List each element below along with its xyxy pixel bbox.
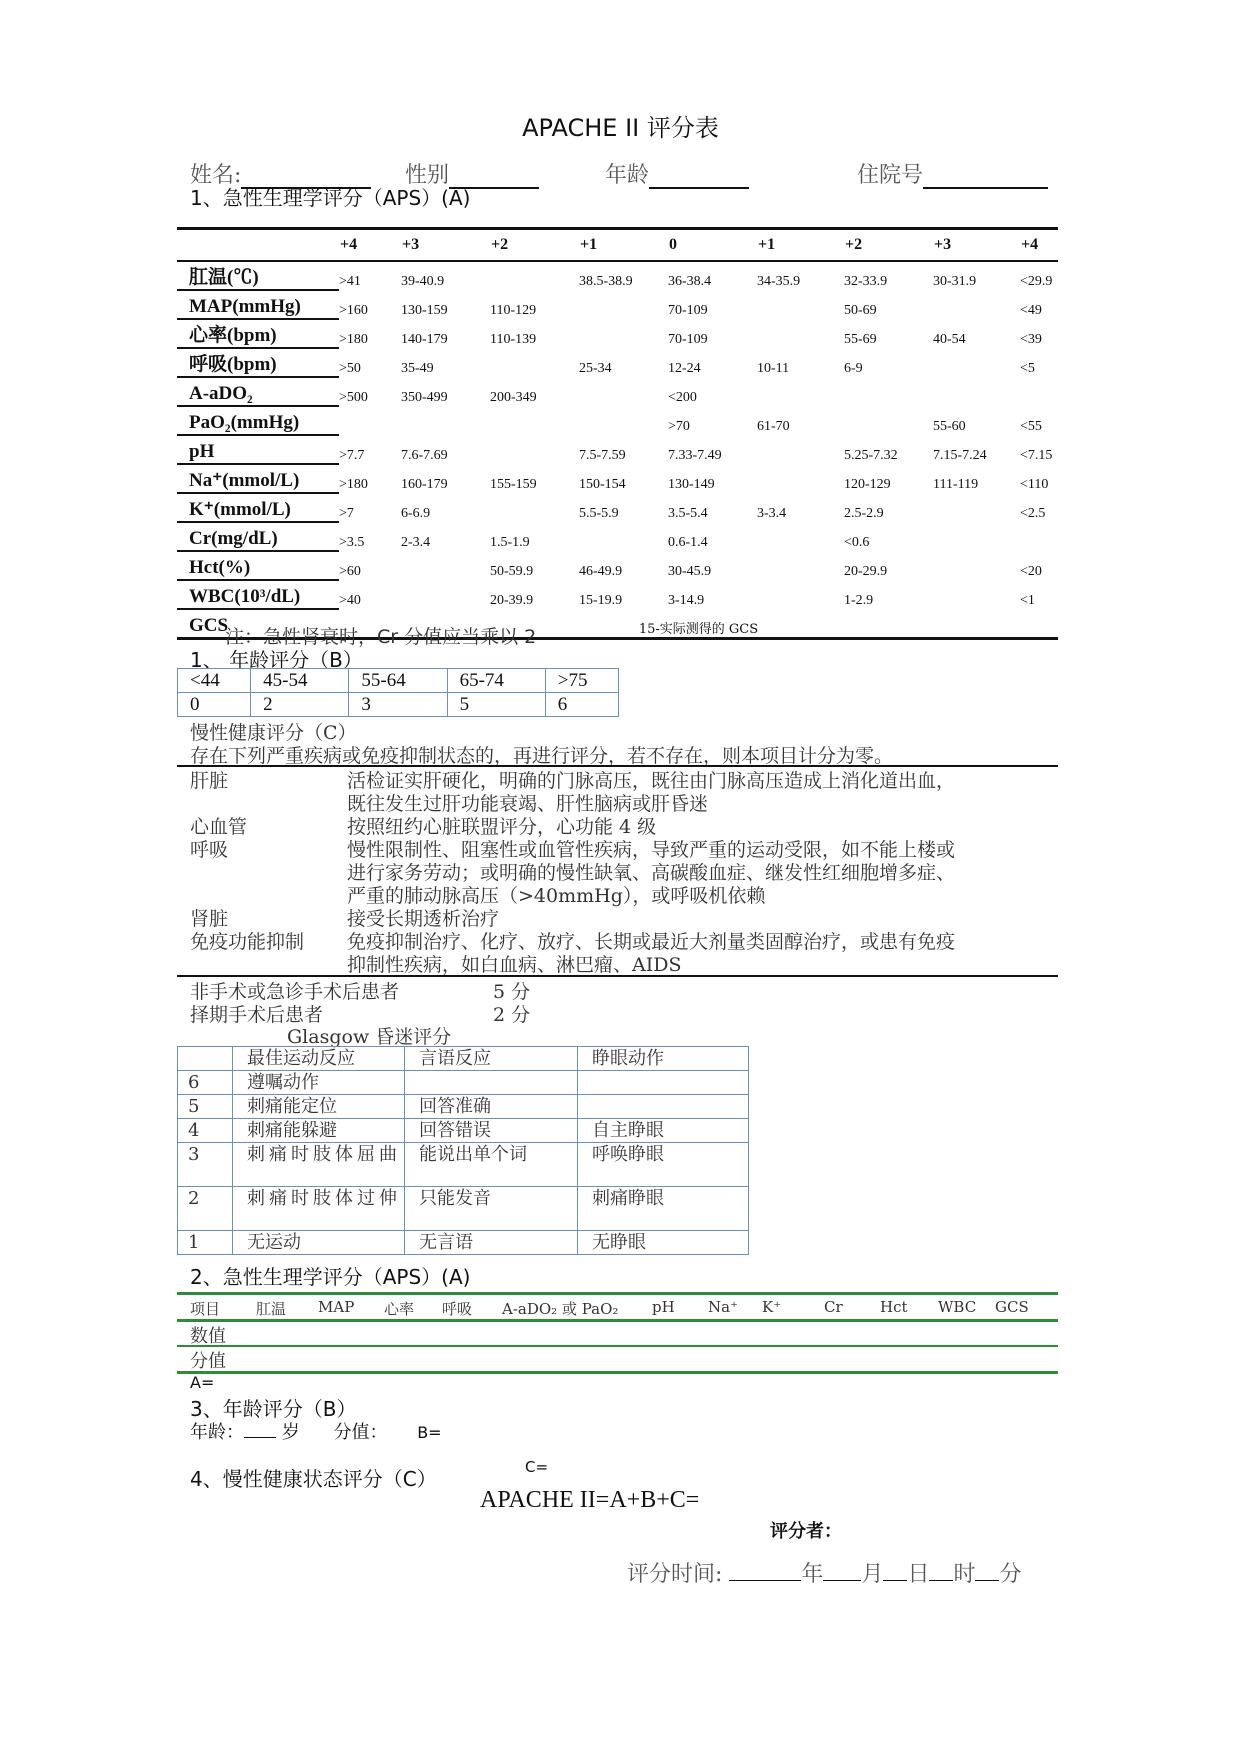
aps-cell — [401, 580, 490, 609]
age-summary-label: 年龄： — [190, 1422, 244, 1443]
aps-cell — [933, 522, 1020, 551]
age-summary-unit: 岁 — [281, 1422, 300, 1443]
aps-summary-column: Cr — [824, 1298, 843, 1316]
glasgow-cell: 遵嘱动作 — [233, 1071, 405, 1095]
aps-cell: <39 — [1020, 332, 1042, 347]
name-label: 姓名: — [190, 163, 242, 188]
glasgow-cell: 无睁眼 — [578, 1231, 749, 1255]
age-label: 年龄 — [605, 163, 650, 188]
surgery-points: 2 分 — [493, 1004, 531, 1026]
age-summary-row — [190, 1418, 442, 1444]
glasgow-header-row — [178, 1047, 749, 1071]
aps-cell: 110-129 — [490, 303, 537, 318]
age-summary-heading: 3、年龄评分（B） — [190, 1397, 357, 1421]
glasgow-cell: 刺痛时肢体屈曲 — [233, 1143, 405, 1187]
aps-cell — [401, 551, 490, 580]
time-label: 评分时间: — [627, 1562, 723, 1587]
aps-cell — [757, 377, 844, 406]
aps-row-label: K⁺(mmol/L) — [177, 493, 339, 522]
aps-cell: >180 — [339, 477, 368, 492]
aps-cell: 40-54 — [933, 332, 966, 347]
glasgow-title: Glasgow 昏迷评分 — [287, 1026, 452, 1048]
chronic-desc: 进行家务劳动；或明确的慢性缺氧、高碳酸血症、继发性红细胞增多症、 — [347, 862, 956, 884]
age-score-heading: 1、 年龄评分（B） — [190, 648, 363, 672]
age-range-cell: <44 — [178, 669, 251, 693]
glasgow-cell: 刺痛时肢体过伸 — [233, 1187, 405, 1231]
aps-row-label: Na⁺(mmol/L) — [177, 464, 339, 493]
aps-cell — [933, 348, 1020, 377]
age-points-row — [178, 693, 619, 717]
aps-cell: 110-139 — [490, 332, 537, 347]
aps-row-label: 心率(bpm) — [177, 319, 339, 348]
admission-label: 住院号 — [857, 163, 924, 188]
aps-header-cell: +2 — [844, 229, 933, 262]
chronic-organ: 心血管 — [190, 816, 248, 838]
age-range-cell: 55-64 — [349, 669, 447, 693]
aps-cell — [933, 551, 1020, 580]
chronic-desc: 慢性限制性、阻塞性或血管性疾病，导致严重的运动受限，如不能上楼或 — [347, 839, 956, 861]
aps-cell — [844, 377, 933, 406]
aps-cell: <29.9 — [1020, 274, 1053, 289]
age-points-cell: 0 — [178, 693, 251, 717]
value-row-label: 数值 — [190, 1326, 226, 1347]
chronic-desc: 按照纽约心脏联盟评分，心功能 4 级 — [347, 816, 657, 838]
chronic-summary-result: C= — [525, 1458, 549, 1476]
age-summary-blank[interactable] — [244, 1437, 276, 1438]
page-title: APACHE II 评分表 — [522, 114, 719, 142]
aps-cell: 1.5-1.9 — [490, 535, 530, 550]
aps-cell: 350-499 — [401, 390, 448, 405]
aps-cell: 7.33-7.49 — [668, 448, 722, 463]
aps-row — [177, 377, 1058, 406]
month-blank[interactable] — [823, 1580, 861, 1581]
aps-cell: 34-35.9 — [757, 274, 801, 289]
aps-cell: 61-70 — [757, 419, 790, 434]
aps-cell — [757, 580, 844, 609]
aps-header-cell: +3 — [933, 229, 1020, 262]
aps-cell: 20-29.9 — [844, 564, 888, 579]
glasgow-row — [178, 1095, 749, 1119]
aps-cell: 1-2.9 — [844, 593, 874, 608]
aps-row — [177, 464, 1058, 493]
aps-cell: 20-39.9 — [490, 593, 534, 608]
glasgow-cell: 呼唤睁眼 — [578, 1143, 749, 1187]
aps-cell: 155-159 — [490, 477, 537, 492]
glasgow-table — [177, 1046, 749, 1255]
aps-cell: 12-24 — [668, 361, 701, 376]
aps-summary-column: K⁺ — [762, 1298, 782, 1316]
aps-gcs-label: GCS — [189, 615, 229, 636]
aps-row-label: pH — [177, 435, 339, 464]
minute-blank[interactable] — [975, 1580, 999, 1581]
divider — [177, 1292, 1058, 1295]
aps-header-cell: +3 — [401, 229, 490, 262]
aps-gcs-note: 15-实际测得的 GCS — [638, 622, 759, 637]
aps-row — [177, 406, 1058, 435]
glasgow-cell: 刺痛能躲避 — [233, 1119, 405, 1143]
year-label: 年 — [801, 1562, 824, 1587]
aps-cell: >7.7 — [339, 448, 365, 463]
glasgow-cell: 无运动 — [233, 1231, 405, 1255]
glasgow-cell — [578, 1095, 749, 1119]
aps-summary-column: Hct — [880, 1298, 908, 1316]
aps-cell: <110 — [1020, 477, 1049, 492]
glasgow-header-cell: 最佳运动反应 — [233, 1047, 405, 1071]
glasgow-cell: 5 — [178, 1095, 233, 1119]
aps-row-label: WBC(10³/dL) — [177, 580, 339, 609]
glasgow-row — [178, 1231, 749, 1255]
chronic-organ: 肝脏 — [190, 770, 229, 792]
aps-header-cell: +4 — [339, 229, 401, 262]
aps-cell: >41 — [339, 274, 361, 289]
aps-cell: 7.6-7.69 — [401, 448, 448, 463]
aps-cell — [1020, 377, 1058, 406]
age-score-table — [177, 668, 619, 717]
aps-cell: >160 — [339, 303, 368, 318]
age-range-cell: >75 — [545, 669, 618, 693]
glasgow-cell: 6 — [178, 1071, 233, 1095]
aps-cell: 50-59.9 — [490, 564, 534, 579]
chronic-desc: 接受长期透析治疗 — [347, 908, 500, 930]
aps-cell: >180 — [339, 332, 368, 347]
aps-row-label: 呼吸(bpm) — [177, 348, 339, 377]
age-points-cell: 3 — [349, 693, 447, 717]
aps-cell — [579, 522, 668, 551]
surgery-label: 择期手术后患者 — [190, 1004, 324, 1026]
aps-cell: 111-119 — [933, 477, 979, 492]
chronic-organ: 肾脏 — [190, 908, 229, 930]
aps-row — [177, 522, 1058, 551]
aps-cell — [490, 261, 579, 290]
aps-row-label: Cr(mg/dL) — [177, 522, 339, 551]
aps-cell — [490, 348, 579, 377]
aps-cell: 70-109 — [668, 303, 708, 318]
aps-summary-column: 呼吸 — [442, 1300, 473, 1318]
scoring-time — [627, 1557, 1022, 1588]
aps-cell: 30-45.9 — [668, 564, 712, 579]
aps-cell — [933, 377, 1020, 406]
month-label: 月 — [861, 1562, 884, 1587]
aps-cell: 7.5-7.59 — [579, 448, 626, 463]
glasgow-header-cell — [178, 1047, 233, 1071]
aps-header-cell: 0 — [668, 229, 757, 262]
aps-row-label: MAP(mmHg) — [177, 290, 339, 319]
glasgow-cell — [578, 1071, 749, 1095]
surgery-label: 非手术或急诊手术后患者 — [190, 981, 400, 1003]
aps-cell: 130-159 — [401, 303, 448, 318]
aps-cell — [401, 406, 490, 435]
aps-cell — [579, 290, 668, 319]
aps-cell — [579, 319, 668, 348]
chronic-organ: 免疫功能抑制 — [190, 931, 305, 953]
aps-cell: 160-179 — [401, 477, 448, 492]
aps-cell: 3-14.9 — [668, 593, 705, 608]
aps-result: A= — [190, 1373, 215, 1392]
chronic-desc: 既往发生过肝功能衰竭、肝性脑病或肝昏迷 — [347, 793, 709, 815]
glasgow-header-cell: 言语反应 — [405, 1047, 578, 1071]
day-blank[interactable] — [883, 1580, 907, 1581]
aps-cell — [933, 290, 1020, 319]
aps-cell: >3.5 — [339, 535, 365, 550]
glasgow-row — [178, 1143, 749, 1187]
aps-header-cell: +2 — [490, 229, 579, 262]
aps-cell: 7.15-7.24 — [933, 448, 987, 463]
aps-summary-column: A-aDO₂ 或 PaO₂ — [502, 1300, 619, 1318]
chronic-intro: 存在下列严重疾病或免疫抑制状态的，再进行评分，若不存在，则本项目计分为零。 — [190, 745, 894, 767]
aps-header-cell: +1 — [757, 229, 844, 262]
aps-summary-column: 心率 — [384, 1300, 415, 1318]
aps-cell — [490, 435, 579, 464]
score-row-label: 分值 — [190, 1351, 226, 1372]
aps-cell: >40 — [339, 593, 361, 608]
aps-row — [177, 348, 1058, 377]
aps-cell: 2-3.4 — [401, 535, 431, 550]
aps-cell: <1 — [1020, 593, 1035, 608]
glasgow-cell: 刺痛能定位 — [233, 1095, 405, 1119]
age-field[interactable] — [605, 158, 749, 189]
aps-row — [177, 493, 1058, 522]
aps-cell: >500 — [339, 390, 368, 405]
age-summary-result: B= — [417, 1423, 442, 1442]
aps-row — [177, 290, 1058, 319]
aps-summary-column: MAP — [318, 1298, 355, 1316]
aps-cell: 46-49.9 — [579, 564, 623, 579]
aps-summary-column: Na⁺ — [708, 1298, 738, 1316]
aps-cell: 150-154 — [579, 477, 626, 492]
glasgow-cell: 1 — [178, 1231, 233, 1255]
aps-cell: 6-9 — [844, 361, 863, 376]
chronic-desc: 免疫抑制治疗、化疗、放疗、长期或最近大剂量类固醇治疗，或患有免疫 — [347, 931, 956, 953]
aps-summary-column: GCS — [995, 1298, 1029, 1316]
aps-row-label: A-aDO₂ — [177, 377, 339, 406]
age-range-cell: 65-74 — [447, 669, 545, 693]
aps-cell: 15-19.9 — [579, 593, 623, 608]
sex-label: 性别 — [405, 163, 450, 188]
aps-cell: 38.5-38.9 — [579, 274, 633, 289]
aps-cell: 39-40.9 — [401, 274, 445, 289]
aps-row-label: Hct(%) — [177, 551, 339, 580]
aps-cell: 5.5-5.9 — [579, 506, 619, 521]
aps-cell — [933, 580, 1020, 609]
aps-cell: >7 — [339, 506, 354, 521]
aps-cell: 25-34 — [579, 361, 612, 376]
glasgow-row — [178, 1187, 749, 1231]
divider — [177, 1371, 1058, 1374]
glasgow-cell: 能说出单个词 — [405, 1143, 578, 1187]
aps-cell — [933, 493, 1020, 522]
aps-footnote: 注：急性肾衰时，Cr 分值应当乘以 2 — [225, 626, 537, 648]
aps-header-cell: +1 — [579, 229, 668, 262]
glasgow-cell — [405, 1071, 578, 1095]
chronic-organ: 呼吸 — [190, 839, 229, 861]
aps-row-label: 肛温(℃) — [177, 261, 339, 290]
day-label: 日 — [907, 1562, 930, 1587]
aps-cell — [844, 406, 933, 435]
glasgow-cell: 刺痛睁眼 — [578, 1187, 749, 1231]
aps-cell: 32-33.9 — [844, 274, 888, 289]
chronic-heading: 慢性健康评分（C） — [190, 722, 357, 744]
age-blank[interactable] — [649, 167, 749, 189]
hour-blank[interactable] — [929, 1580, 953, 1581]
chronic-desc: 活检证实肝硬化，明确的门脉高压，既往由门脉高压造成上消化道出血， — [347, 770, 956, 792]
glasgow-cell: 3 — [178, 1143, 233, 1187]
aps-row — [177, 551, 1058, 580]
aps-row-label: PaO₂(mmHg) — [177, 406, 339, 435]
aps-cell: <0.6 — [844, 535, 870, 550]
aps-cell — [757, 464, 844, 493]
glasgow-header-cell: 睁眼动作 — [578, 1047, 749, 1071]
hour-label: 时 — [953, 1562, 976, 1587]
aps-cell: <7.15 — [1020, 448, 1053, 463]
aps-cell: 35-49 — [401, 361, 434, 376]
aps-table — [177, 227, 1058, 640]
admission-field[interactable] — [857, 158, 1048, 189]
aps-cell: >50 — [339, 361, 361, 376]
chronic-summary-heading: 4、慢性健康状态评分（C） — [190, 1467, 437, 1491]
age-points-cell: 6 — [545, 693, 618, 717]
minute-label: 分 — [999, 1562, 1022, 1587]
aps-cell: 50-69 — [844, 303, 877, 318]
aps-cell — [579, 377, 668, 406]
glasgow-cell: 回答准确 — [405, 1095, 578, 1119]
age-range-row — [178, 669, 619, 693]
age-points-cell: 5 — [447, 693, 545, 717]
aps-cell: 5.25-7.32 — [844, 448, 898, 463]
scorer-label: 评分者： — [770, 1521, 842, 1542]
aps-cell: 36-38.4 — [668, 274, 712, 289]
glasgow-cell: 只能发音 — [405, 1187, 578, 1231]
surgery-points: 5 分 — [493, 981, 531, 1003]
aps-cell — [579, 406, 668, 435]
aps-cell: >60 — [339, 564, 361, 579]
aps-cell: <49 — [1020, 303, 1042, 318]
aps-cell: <2.5 — [1020, 506, 1046, 521]
aps-cell: 10-11 — [757, 361, 790, 376]
aps-cell: 200-349 — [490, 390, 537, 405]
aps-cell — [757, 319, 844, 348]
aps-cell — [490, 406, 579, 435]
aps-header-row — [177, 229, 1058, 262]
aps-row — [177, 319, 1058, 348]
aps-summary-column: 肛温 — [256, 1300, 287, 1318]
aps-header-cell: +4 — [1020, 229, 1058, 262]
aps-summary-column: pH — [652, 1298, 675, 1316]
aps-cell: 140-179 — [401, 332, 448, 347]
aps-cell — [757, 435, 844, 464]
aps-cell: <20 — [1020, 564, 1042, 579]
aps-cell — [757, 522, 844, 551]
aps-cell: 3-3.4 — [757, 506, 787, 521]
aps-cell: <200 — [668, 390, 697, 405]
aps-cell: 6-6.9 — [401, 506, 431, 521]
chronic-desc: 抑制性疾病，如白血病、淋巴瘤、AIDS — [347, 954, 682, 976]
glasgow-cell: 无言语 — [405, 1231, 578, 1255]
aps-cell: <55 — [1020, 419, 1042, 434]
aps-cell — [1020, 522, 1058, 551]
glasgow-cell: 2 — [178, 1187, 233, 1231]
aps-cell: 2.5-2.9 — [844, 506, 884, 521]
aps-cell: 55-60 — [933, 419, 966, 434]
divider — [177, 1319, 1058, 1322]
aps-cell — [757, 290, 844, 319]
glasgow-cell: 4 — [178, 1119, 233, 1143]
aps-heading: 1、急性生理学评分（APS）(A) — [190, 186, 471, 210]
aps-cell: 70-109 — [668, 332, 708, 347]
aps-summary-column: WBC — [938, 1298, 977, 1316]
age-points-cell: 2 — [251, 693, 349, 717]
aps-row — [177, 435, 1058, 464]
aps-summary-column: 项目 — [190, 1300, 221, 1318]
glasgow-cell: 回答错误 — [405, 1119, 578, 1143]
age-summary-score-label: 分值： — [333, 1422, 388, 1443]
aps-cell: 0.6-1.4 — [668, 535, 708, 550]
aps-cell: 55-69 — [844, 332, 877, 347]
aps-cell: 130-149 — [668, 477, 715, 492]
year-blank[interactable] — [729, 1580, 801, 1581]
admission-blank[interactable] — [923, 167, 1048, 189]
aps-cell: >70 — [668, 419, 690, 434]
age-range-cell: 45-54 — [251, 669, 349, 693]
aps-header-cell — [177, 229, 339, 262]
aps-cell — [490, 493, 579, 522]
glasgow-cell: 自主睁眼 — [578, 1119, 749, 1143]
aps-row — [177, 261, 1058, 290]
aps-cell — [757, 551, 844, 580]
aps-summary-heading: 2、急性生理学评分（APS）(A) — [190, 1265, 471, 1289]
chronic-desc: 严重的肺动脉高压（>40mmHg），或呼吸机依赖 — [347, 885, 766, 907]
glasgow-row — [178, 1119, 749, 1143]
aps-cell: 30-31.9 — [933, 274, 977, 289]
aps-row — [177, 580, 1058, 609]
aps-cell — [339, 406, 401, 435]
aps-cell: 3.5-5.4 — [668, 506, 708, 521]
divider — [177, 1345, 1058, 1347]
apache-formula: APACHE II=A+B+C= — [480, 1487, 700, 1513]
aps-cell: <5 — [1020, 361, 1035, 376]
glasgow-row — [178, 1071, 749, 1095]
aps-cell: 120-129 — [844, 477, 891, 492]
